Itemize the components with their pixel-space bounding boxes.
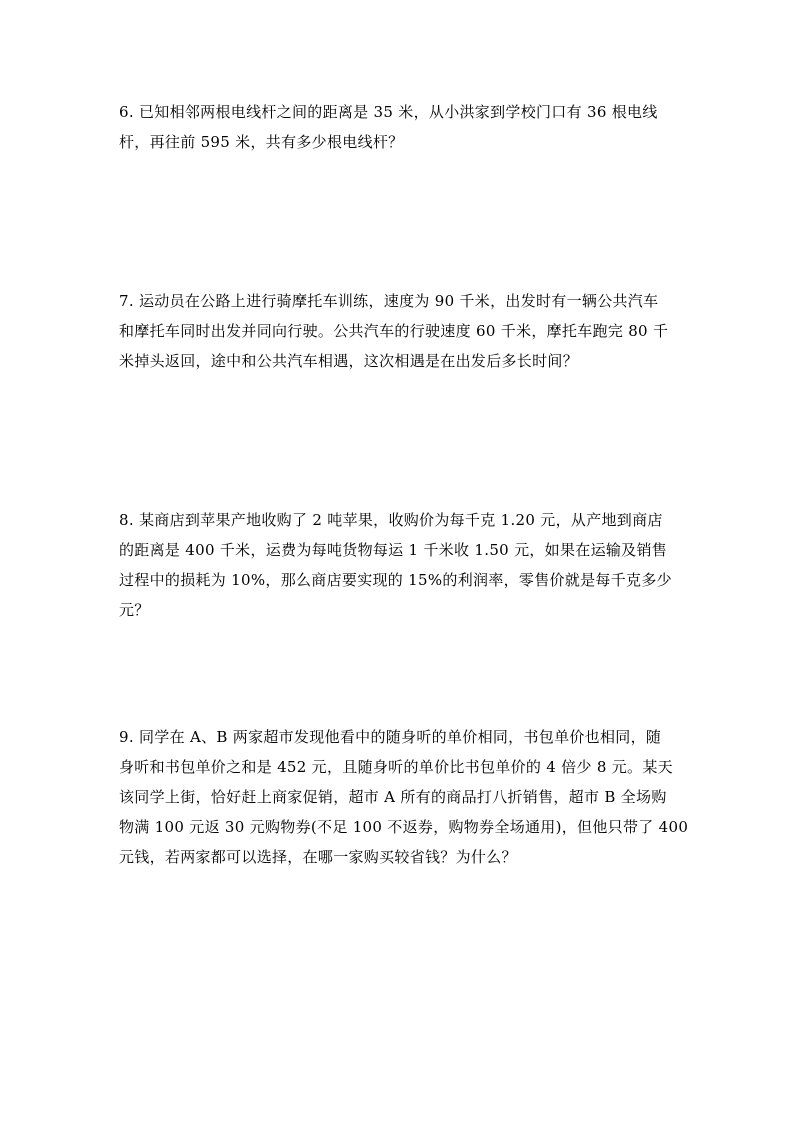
question-9-line-5: 元钱，若两家都可以选择，在哪一家购买较省钱？为什么？ (119, 848, 517, 866)
question-8-line-3: 过程中的损耗为 10%，那么商店要实现的 15%的利润率，零售价就是每千克多少 (119, 571, 672, 589)
question-9-line-3: 该同学上街，恰好赶上商家促销，超市 A 所有的商品打八折销售，超市 B 全场购 (119, 788, 667, 806)
question-8 (119, 505, 679, 625)
question-7-line-2: 和摩托车同时出发并同向行驶。公共汽车的行驶速度 60 千米，摩托车跑完 80 千 (119, 322, 669, 340)
question-6-line-1: 6. 已知相邻两根电线杆之间的距离是 35 米，从小洪家到学校门口有 36 根电线 (119, 103, 658, 121)
question-9-line-4: 物满 100 元返 30 元购物券(不足 100 不返券，购物券全场通用)，但他只带了 400 (119, 818, 689, 836)
question-6-line-2: 杆，再往前 595 米，共有多少根电线杆？ (119, 133, 404, 151)
question-6 (119, 97, 679, 157)
question-8-line-2: 的距离是 400 千米，运费为每吨货物每运 1 千米收 1.50 元，如果在运输及销售 (119, 541, 668, 559)
question-7 (119, 286, 679, 376)
question-7-line-3: 米掉头返回，途中和公共汽车相遇，这次相遇是在出发后多长时间？ (119, 352, 579, 370)
question-9-line-1: 9. 同学在 A、B 两家超市发现他看中的随身听的单价相同，书包单价也相同，随 (119, 728, 662, 746)
question-8-line-4: 元？ (119, 601, 150, 619)
question-9-line-2: 身听和书包单价之和是 452 元，且随身听的单价比书包单价的 4 倍少 8 元。某天 (119, 758, 673, 776)
question-7-line-1: 7. 运动员在公路上进行骑摩托车训练，速度为 90 千米，出发时有一辆公共汽车 (119, 292, 659, 310)
question-8-line-1: 8. 某商店到苹果产地收购了 2 吨苹果，收购价为每千克 1.20 元，从产地到商店 (119, 511, 663, 529)
question-9 (119, 722, 689, 872)
